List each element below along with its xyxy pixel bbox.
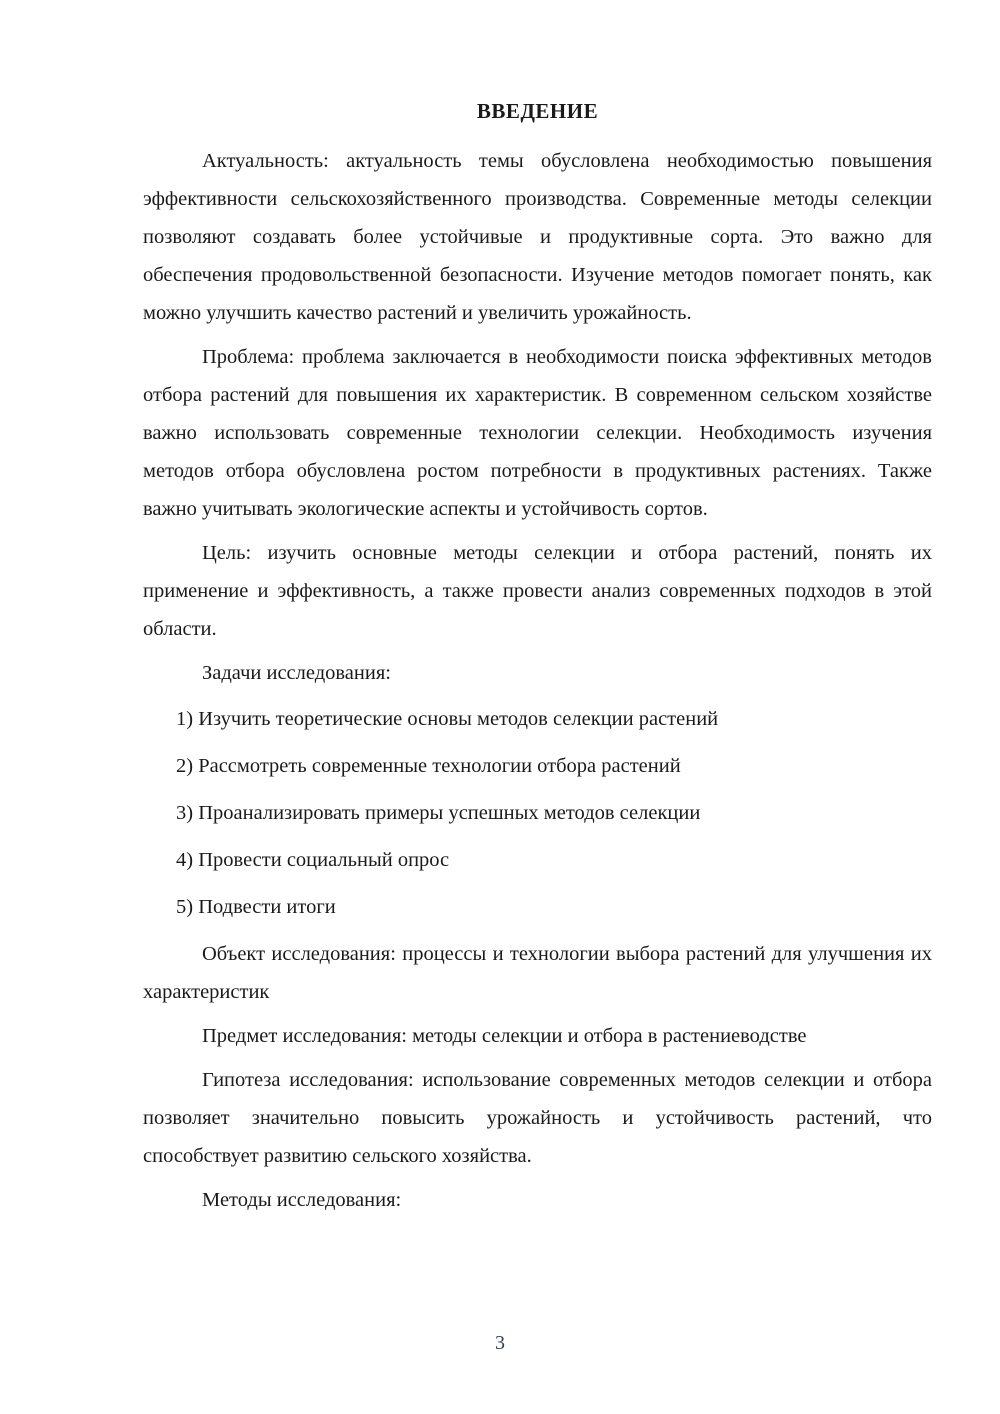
paragraph-problema: Проблема: проблема заключается в необходимости поиска эффективных методов отбора растений для повышения их характеристик. В современном сельском хозяйстве важно использовать современные технологии селекции. Необходимость изучения методов отбора обусловлена ростом потребности в продуктивных растениях. Также важно учитывать экологические аспекты и устойчивость сортов.: [143, 346, 932, 520]
task-item-5: 5) Подвести итоги: [176, 896, 336, 918]
task-item-4: 4) Провести социальный опрос: [176, 849, 450, 871]
task-item-1: 1) Изучить теоретические основы методов селекции растений: [176, 708, 719, 730]
task-item-2: 2) Рассмотреть современные технологии отбора растений: [176, 755, 681, 777]
task-item-3: 3) Проанализировать примеры успешных методов селекции: [176, 802, 701, 824]
section-title: ВВЕДЕНИЕ: [476, 99, 599, 123]
paragraph-tsel: Цель: изучить основные методы селекции и отбора растений, понять их применение и эффективность, а также провести анализ современных подходов в этой области.: [143, 542, 932, 640]
paragraph-obekt: Объект исследования: процессы и технологии выбора растений для улучшения их характеристик: [143, 943, 932, 1003]
paragraph-aktualnost: Актуальность: актуальность темы обусловлена необходимостью повышения эффективности сельскохозяйственного производства. Современные методы селекции позволяют создавать более устойчивые и продуктивные сорта. Это важно для обеспечения продовольственной безопасности. Изучение методов помогает понять, как можно улучшить качество растений и увеличить урожайность.: [143, 150, 932, 324]
paragraph-metody: Методы исследования:: [202, 1189, 402, 1211]
tasks-heading: Задачи исследования:: [202, 662, 391, 684]
paragraph-gipoteza: Гипотеза исследования: использование современных методов селекции и отбора позволяет значительно повысить урожайность и устойчивость растений, что способствует развитию сельского хозяйства.: [143, 1069, 932, 1167]
paragraph-predmet: Предмет исследования: методы селекции и отбора в растениеводстве: [202, 1025, 807, 1047]
page-number: 3: [495, 1332, 505, 1354]
